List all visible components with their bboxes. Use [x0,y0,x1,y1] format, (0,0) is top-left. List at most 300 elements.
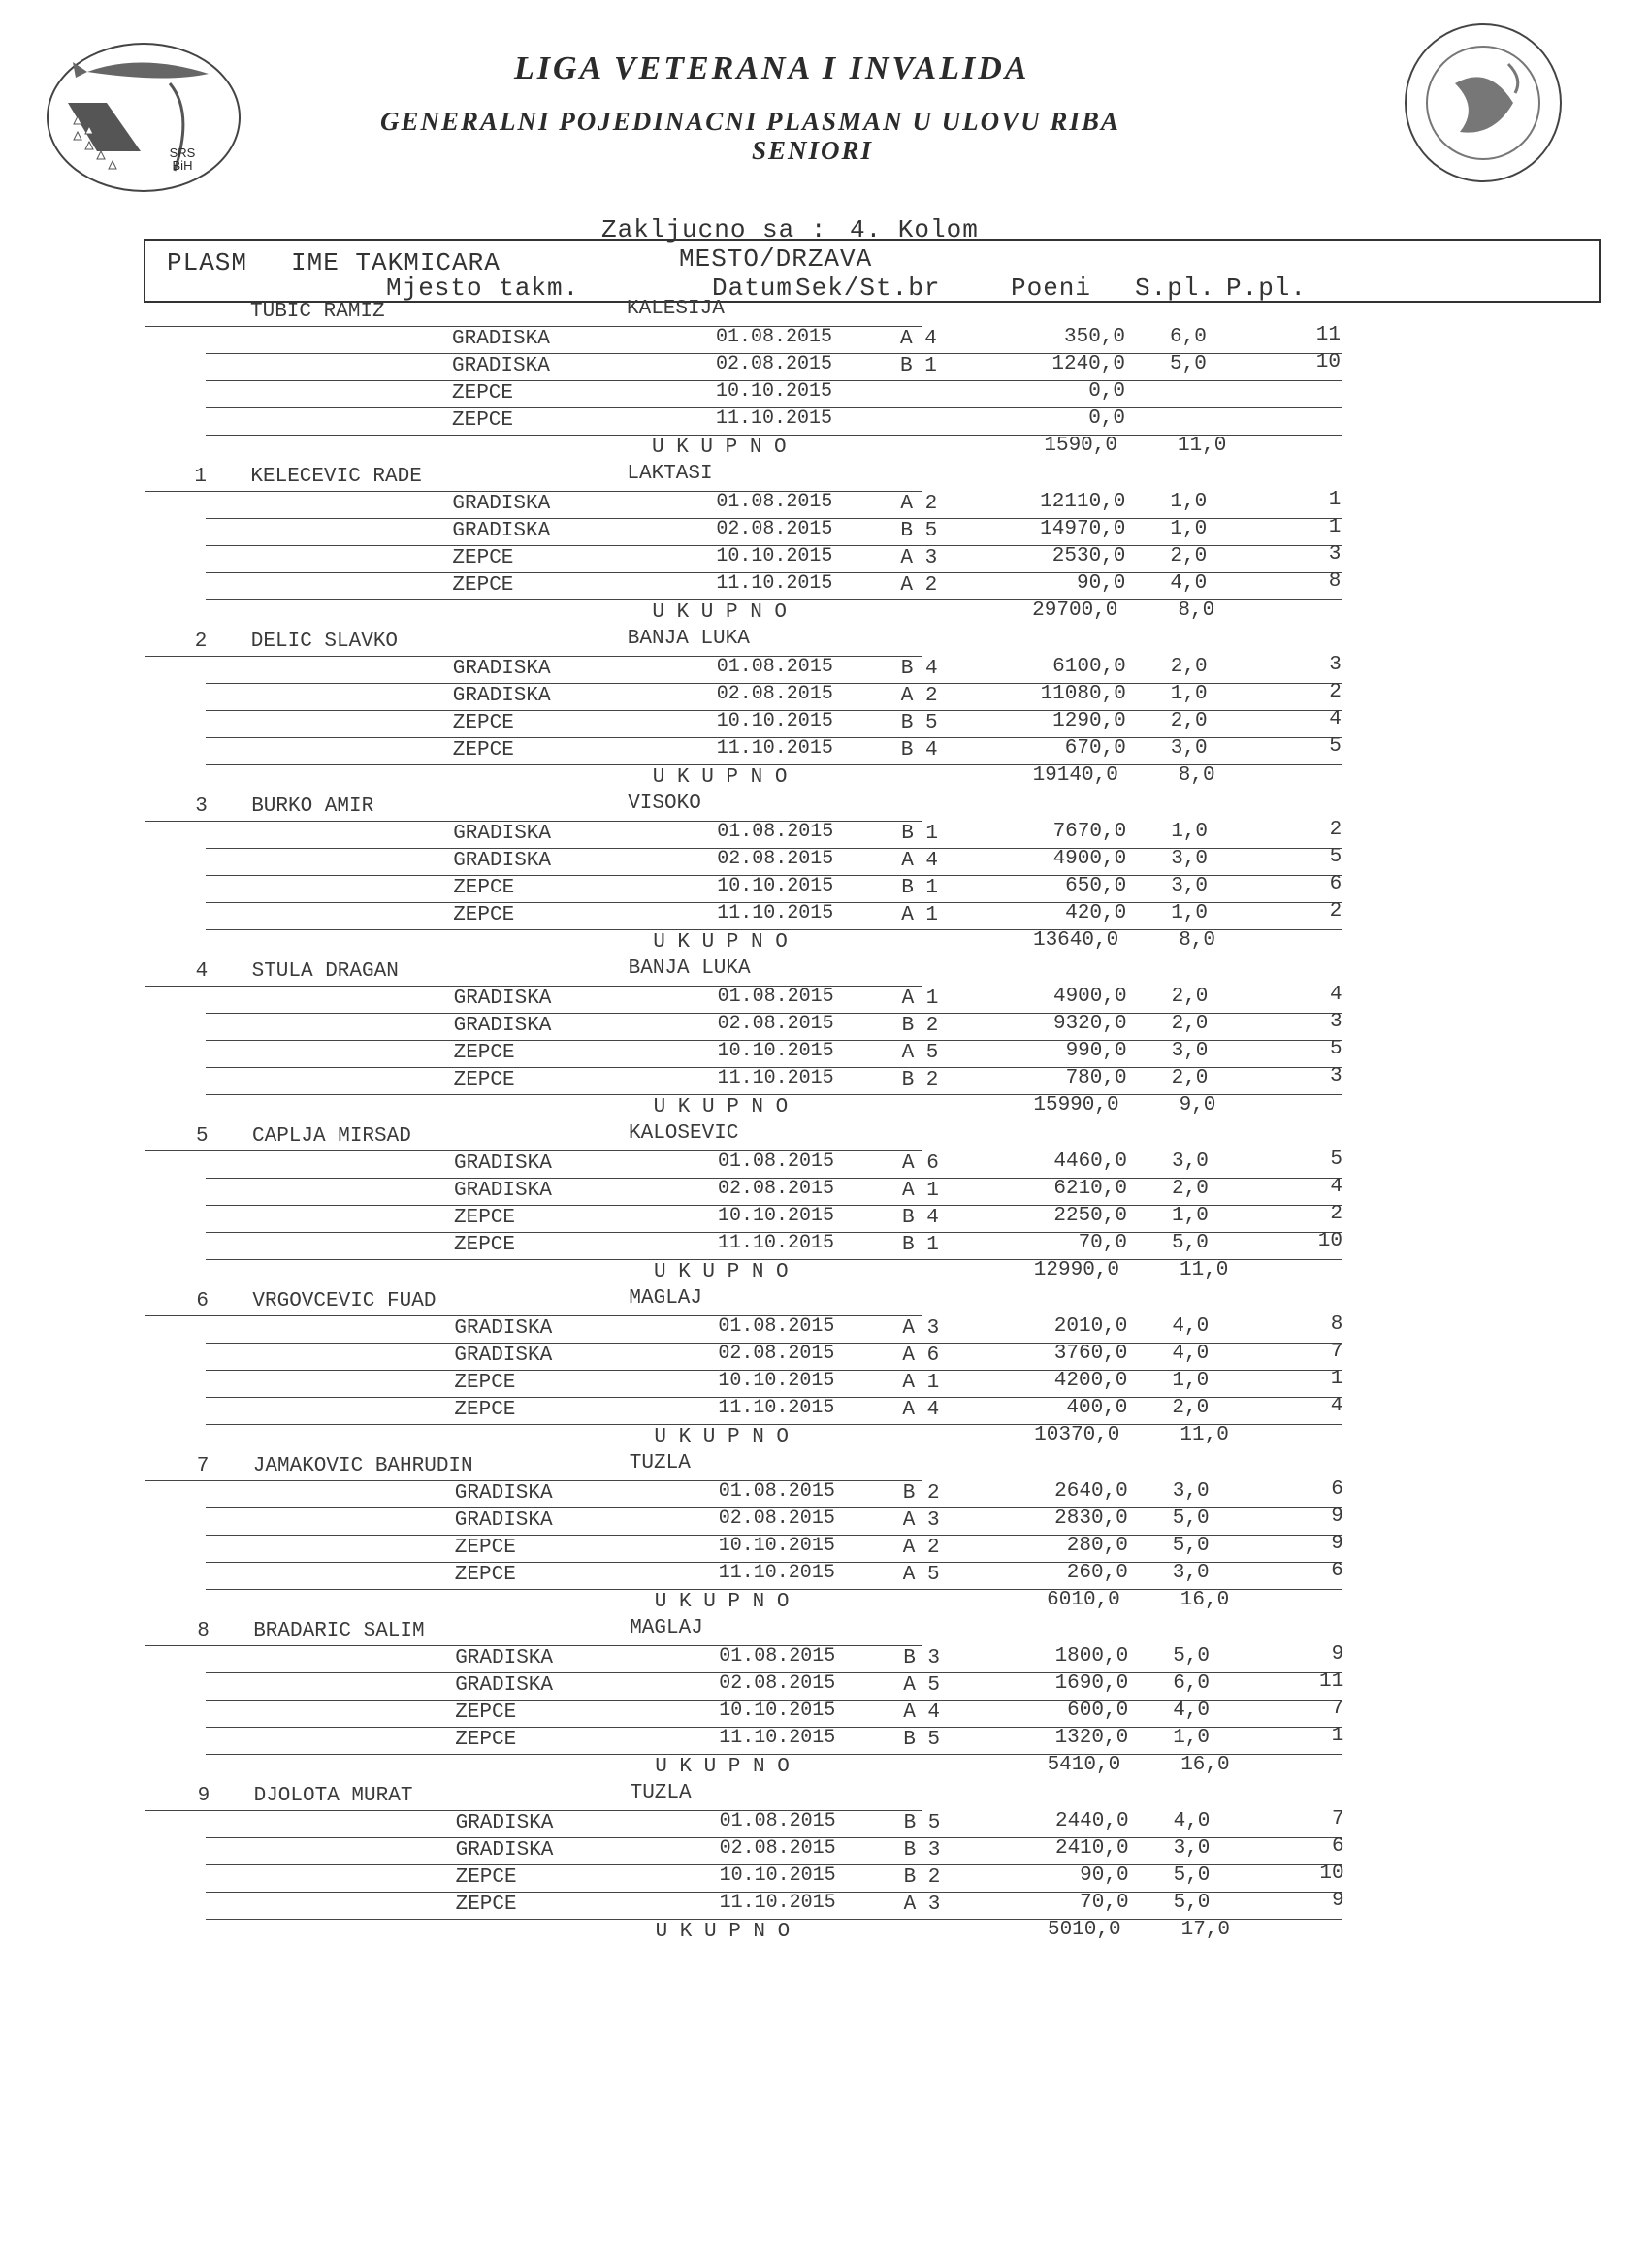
competitor-place: 9 [197,1785,210,1807]
result-sector: B 1 [900,355,937,377]
result-venue: GRADISKA [452,328,550,350]
result-spl: 1,0 [1172,1370,1210,1392]
result-date: 11.10.2015 [716,407,833,430]
result-venue: ZEPCE [454,1399,516,1421]
header-venue: Mjesto takm. [386,274,580,303]
result-sector: A 1 [901,904,938,926]
competitor-place: 2 [194,631,208,653]
result-venue: GRADISKA [452,520,551,542]
result-points: 4900,0 [1052,848,1127,870]
result-ppl: 4 [1329,984,1342,1006]
result-points: 2640,0 [1054,1480,1128,1503]
result-venue: GRADISKA [452,685,551,707]
result-spl: 4,0 [1173,1810,1211,1832]
result-points: 4900,0 [1052,986,1127,1008]
competitor-place: 7 [196,1455,210,1477]
total-spl: 8,0 [1179,929,1215,952]
total-label: U K U P N O [652,437,787,459]
result-venue: GRADISKA [452,355,550,377]
result-sector: B 1 [901,877,938,899]
result-spl: 3,0 [1171,848,1208,870]
result-spl: 5,0 [1173,1645,1210,1668]
result-ppl: 4 [1330,1176,1342,1198]
result-points: 400,0 [1066,1397,1128,1419]
result-date: 11.10.2015 [717,902,834,924]
result-ppl: 3 [1329,1011,1342,1033]
result-points: 1320,0 [1054,1727,1129,1749]
result-venue: ZEPCE [455,1866,517,1889]
total-label: U K U P N O [655,1921,791,1943]
result-ppl: 11 [1315,324,1341,346]
result-date: 02.08.2015 [717,848,834,870]
result-points: 90,0 [1080,1864,1129,1887]
result-spl: 3,0 [1172,1562,1210,1584]
result-date: 01.08.2015 [716,491,833,513]
result-sector: A 4 [901,850,938,872]
result-spl: 1,0 [1170,518,1208,540]
result-sector: A 1 [902,1372,940,1394]
result-ppl: 10 [1319,1863,1344,1885]
result-points: 2530,0 [1051,545,1126,567]
document-subtitle: GENERALNI POJEDINACNI PLASMAN U ULOVU RIBA [380,107,1120,136]
result-date: 10.10.2015 [717,875,834,897]
result-date: 01.08.2015 [717,986,834,1008]
result-ppl: 6 [1331,1560,1343,1582]
total-spl: 8,0 [1178,764,1215,787]
result-date: 01.08.2015 [718,1315,835,1338]
result-ppl: 7 [1331,1808,1344,1831]
result-venue: GRADISKA [452,493,551,515]
competitor-name: CAPLJA MIRSAD [252,1125,411,1148]
result-spl: 2,0 [1171,1013,1209,1035]
result-ppl: 9 [1331,1643,1344,1666]
result-spl: 3,0 [1172,1150,1209,1173]
result-date: 11.10.2015 [718,1232,835,1254]
result-ppl: 6 [1329,873,1342,895]
result-date: 10.10.2015 [719,1700,836,1722]
result-date: 11.10.2015 [719,1892,836,1914]
result-spl: 2,0 [1170,545,1208,567]
result-spl: 4,0 [1170,572,1208,595]
result-date: 10.10.2015 [716,545,833,567]
result-sector: B 5 [900,712,938,734]
result-venue: GRADISKA [453,988,552,1010]
result-spl: 5,0 [1172,1507,1210,1530]
result-date: 10.10.2015 [718,1205,835,1227]
header-name: IME TAKMICARA [291,248,501,277]
result-spl: 5,0 [1173,1864,1211,1887]
result-date: 02.08.2015 [716,683,833,705]
competitor-city: LAKTASI [627,463,713,485]
result-sector: A 1 [901,988,939,1010]
result-ppl: 2 [1329,900,1342,923]
result-spl: 1,0 [1170,491,1208,513]
result-date: 11.10.2015 [717,1067,834,1089]
result-ppl: 8 [1328,570,1342,593]
result-date: 02.08.2015 [718,1507,835,1530]
result-sector: A 4 [903,1701,940,1724]
result-ppl: 7 [1331,1698,1344,1720]
result-ppl: 8 [1330,1313,1343,1336]
result-date: 01.08.2015 [716,656,833,678]
result-date: 11.10.2015 [716,572,833,595]
result-points: 2440,0 [1054,1810,1129,1832]
result-spl: 4,0 [1172,1315,1210,1338]
header-sector: Sek/St.br [795,274,941,303]
total-points: 29700,0 [1032,599,1118,622]
result-date: 02.08.2015 [718,1178,835,1200]
result-ppl: 4 [1330,1395,1343,1417]
result-points: 6210,0 [1053,1178,1127,1200]
round-label: Zakljucno sa : [601,215,827,244]
result-spl: 3,0 [1171,1040,1209,1062]
result-venue: GRADISKA [454,1509,553,1532]
result-ppl: 11 [1318,1670,1344,1693]
result-sector: A 6 [902,1345,940,1367]
result-points: 1800,0 [1054,1645,1129,1668]
result-sector: A 3 [902,1509,940,1532]
result-ppl: 1 [1328,489,1342,511]
result-venue: ZEPCE [454,1234,516,1256]
result-sector: B 2 [902,1482,940,1505]
result-points: 1690,0 [1054,1672,1129,1695]
result-points: 420,0 [1065,902,1127,924]
result-points: 4200,0 [1053,1370,1128,1392]
result-date: 11.10.2015 [716,737,833,760]
result-venue: GRADISKA [455,1839,554,1862]
result-ppl: 10 [1315,351,1341,373]
competitor-city: BANJA LUKA [628,957,751,980]
result-sector: A 5 [901,1042,939,1064]
result-ppl: 2 [1329,819,1342,841]
result-ppl: 3 [1328,543,1342,566]
result-sector: A 3 [900,547,938,569]
result-ppl: 1 [1331,1725,1344,1747]
result-sector: B 2 [903,1866,941,1889]
total-label: U K U P N O [654,1591,790,1613]
document-title: LIGA VETERANA I INVALIDA [514,50,1030,86]
result-sector: B 3 [903,1839,941,1862]
header-plasm: PLASM [167,248,248,277]
result-venue: GRADISKA [455,1674,554,1697]
result-venue: GRADISKA [454,1152,552,1175]
result-points: 0,0 [1088,407,1125,430]
result-date: 02.08.2015 [719,1672,836,1695]
competitor-place: 5 [196,1125,209,1148]
header-points: Poeni [1011,274,1092,303]
result-date: 02.08.2015 [717,1013,834,1035]
result-points: 2410,0 [1054,1837,1129,1860]
total-spl: 16,0 [1180,1754,1230,1776]
result-underline [206,1919,1342,1920]
result-sector: A 4 [902,1399,940,1421]
result-sector: A 2 [900,574,938,597]
result-underline [206,1259,1342,1260]
result-spl: 1,0 [1171,821,1208,843]
competitor-name: DELIC SLAVKO [250,631,399,653]
result-ppl: 3 [1329,654,1342,676]
result-venue: ZEPCE [455,1894,517,1916]
competitor-name: VRGOVCEVIC FUAD [252,1290,436,1312]
result-spl: 2,0 [1170,656,1208,678]
result-ppl: 6 [1331,1835,1344,1858]
competitor-place: 1 [194,466,207,488]
total-label: U K U P N O [654,1426,790,1448]
result-date: 02.08.2015 [716,518,833,540]
competitor-place: 6 [196,1290,209,1312]
header-ppl: P.pl. [1226,274,1308,303]
result-underline [206,1094,1342,1095]
result-date: 11.10.2015 [718,1562,835,1584]
result-points: 260,0 [1066,1562,1128,1584]
result-ppl: 2 [1330,1203,1342,1225]
result-sector: A 5 [902,1564,940,1586]
result-date: 10.10.2015 [716,710,833,732]
result-ppl: 4 [1329,708,1342,730]
total-points: 15990,0 [1033,1094,1119,1117]
result-date: 10.10.2015 [719,1864,836,1887]
result-sector: B 1 [902,1234,939,1256]
result-points: 780,0 [1065,1067,1127,1089]
result-spl: 2,0 [1171,1067,1209,1089]
competitor-place: 8 [197,1620,210,1642]
result-sector: B 5 [900,520,938,542]
round-value: 4. Kolom [850,215,979,244]
result-sector: B 2 [901,1069,939,1091]
result-ppl: 5 [1330,1149,1342,1171]
result-spl: 2,0 [1170,710,1208,732]
result-points: 4460,0 [1053,1150,1127,1173]
result-sector: B 3 [903,1647,940,1669]
result-points: 2830,0 [1054,1507,1128,1530]
result-underline [206,1589,1342,1590]
result-venue: ZEPCE [452,574,514,597]
competitor-name: TUBIC RAMIZ [250,301,385,323]
result-venue: ZEPCE [453,904,515,926]
result-points: 70,0 [1078,1232,1127,1254]
result-venue: ZEPCE [452,739,514,761]
result-points: 350,0 [1063,326,1125,348]
result-date: 01.08.2015 [717,821,834,843]
result-points: 3760,0 [1053,1343,1128,1365]
result-spl: 2,0 [1172,1178,1209,1200]
result-spl: 6,0 [1173,1672,1210,1695]
result-date: 11.10.2015 [719,1727,836,1749]
result-spl: 3,0 [1173,1837,1211,1860]
result-date: 02.08.2015 [716,353,833,375]
competitor-city: TUZLA [629,1452,691,1474]
result-ppl: 3 [1329,1065,1342,1087]
result-spl: 5,0 [1170,353,1207,375]
total-spl: 11,0 [1180,1259,1229,1281]
competitor-city: MAGLAJ [630,1617,703,1639]
result-ppl: 9 [1331,1533,1343,1555]
result-sector: A 2 [900,685,938,707]
result-date: 10.10.2015 [716,380,833,403]
result-venue: ZEPCE [453,1069,515,1091]
result-venue: ZEPCE [454,1207,516,1229]
total-label: U K U P N O [654,1261,789,1283]
result-venue: ZEPCE [454,1537,516,1559]
result-venue: ZEPCE [452,409,514,432]
result-spl: 1,0 [1170,683,1208,705]
competitor-city: TUZLA [630,1782,692,1804]
result-ppl: 9 [1331,1890,1344,1912]
result-venue: GRADISKA [455,1812,554,1834]
total-spl: 11,0 [1178,435,1227,457]
result-points: 1290,0 [1052,710,1126,732]
total-points: 5410,0 [1047,1754,1121,1776]
competitor-name: BRADARIC SALIM [253,1620,425,1642]
result-points: 9320,0 [1052,1013,1127,1035]
result-spl: 1,0 [1173,1727,1210,1749]
result-venue: GRADISKA [453,823,552,845]
competitor-name: STULA DRAGAN [251,960,399,983]
competitor-name: JAMAKOVIC BAHRUDIN [252,1455,473,1477]
total-spl: 17,0 [1180,1919,1231,1941]
result-date: 01.08.2015 [716,326,833,348]
result-ppl: 5 [1329,1038,1342,1060]
result-venue: GRADISKA [452,658,551,680]
result-venue: ZEPCE [454,1372,516,1394]
result-spl: 3,0 [1171,875,1208,897]
result-date: 01.08.2015 [719,1645,836,1668]
result-sector: A 2 [900,493,938,515]
result-spl: 1,0 [1172,1205,1209,1227]
result-spl: 5,0 [1173,1892,1211,1914]
competitor-place: 3 [195,795,208,818]
result-venue: ZEPCE [452,382,514,405]
result-points: 650,0 [1065,875,1127,897]
result-points: 280,0 [1066,1535,1128,1557]
result-points: 0,0 [1088,380,1125,403]
total-spl: 11,0 [1180,1424,1229,1446]
result-spl: 4,0 [1173,1700,1210,1722]
result-ppl: 6 [1331,1478,1343,1501]
result-ppl: 9 [1331,1506,1343,1528]
result-sector: A 3 [903,1894,941,1916]
result-points: 2010,0 [1053,1315,1128,1338]
result-sector: A 4 [900,328,937,350]
result-date: 10.10.2015 [718,1370,835,1392]
result-venue: GRADISKA [455,1647,554,1669]
result-date: 11.10.2015 [718,1397,835,1419]
result-venue: GRADISKA [453,1015,552,1037]
result-date: 02.08.2015 [718,1343,835,1365]
result-sector: A 3 [902,1317,940,1340]
result-spl: 1,0 [1171,902,1208,924]
result-venue: GRADISKA [454,1317,553,1340]
total-points: 6010,0 [1047,1589,1120,1611]
result-points: 600,0 [1067,1700,1129,1722]
result-sector: A 1 [902,1180,939,1202]
result-underline [206,599,1342,600]
result-sector: B 4 [902,1207,939,1229]
result-ppl: 10 [1317,1230,1342,1252]
result-sector: B 5 [903,1812,941,1834]
result-venue: ZEPCE [452,547,514,569]
result-venue: GRADISKA [454,1180,552,1202]
total-spl: 8,0 [1178,599,1215,622]
result-ppl: 1 [1328,516,1342,538]
result-points: 12110,0 [1040,491,1126,513]
result-points: 11080,0 [1040,683,1126,705]
result-sector: B 4 [900,739,938,761]
result-spl: 5,0 [1172,1535,1210,1557]
result-sector: B 4 [900,658,938,680]
competitor-city: MAGLAJ [629,1287,703,1310]
category-title: SENIORI [752,136,874,165]
result-date: 10.10.2015 [718,1535,835,1557]
total-label: U K U P N O [655,1756,790,1778]
result-underline [206,1424,1342,1425]
competitor-name: DJOLOTA MURAT [253,1785,413,1807]
result-points: 7670,0 [1052,821,1127,843]
total-label: U K U P N O [652,601,788,624]
total-label: U K U P N O [653,931,788,954]
result-sector: B 1 [901,823,938,845]
competitor-place: 4 [195,960,209,983]
result-sector: B 2 [901,1015,939,1037]
result-spl: 3,0 [1170,737,1208,760]
result-points: 2250,0 [1053,1205,1127,1227]
total-points: 19140,0 [1032,764,1118,787]
result-ppl: 5 [1329,846,1342,868]
competitor-city: VISOKO [628,793,701,815]
result-ppl: 1 [1330,1368,1343,1390]
result-points: 6100,0 [1052,656,1126,678]
result-sector: A 5 [903,1674,940,1697]
result-venue: ZEPCE [453,1042,515,1064]
result-venue: ZEPCE [454,1564,516,1586]
result-points: 14970,0 [1040,518,1126,540]
result-spl: 2,0 [1172,1397,1210,1419]
header-location: MESTO/DRZAVA [679,244,873,274]
result-spl: 6,0 [1170,326,1207,348]
result-ppl: 5 [1329,735,1342,758]
result-points: 90,0 [1076,572,1126,595]
result-spl: 3,0 [1172,1480,1210,1503]
result-date: 02.08.2015 [719,1837,836,1860]
total-label: U K U P N O [653,1096,789,1118]
header-date: Datum [712,274,793,303]
result-venue: ZEPCE [452,712,514,734]
left-logo-text: SRS BiH [169,146,196,173]
result-date: 01.08.2015 [718,1480,835,1503]
result-sector: A 6 [902,1152,939,1175]
result-spl: 4,0 [1172,1343,1210,1365]
result-date: 01.08.2015 [719,1810,836,1832]
total-spl: 9,0 [1179,1094,1216,1117]
result-date: 01.08.2015 [718,1150,835,1173]
header-spl: S.pl. [1135,274,1216,303]
result-underline [206,764,1342,765]
result-sector: A 2 [902,1537,940,1559]
result-venue: GRADISKA [454,1345,553,1367]
result-underline [206,1754,1342,1755]
result-venue: GRADISKA [454,1482,553,1505]
result-venue: ZEPCE [453,877,515,899]
total-label: U K U P N O [652,766,788,789]
total-points: 1590,0 [1044,435,1117,457]
result-spl: 2,0 [1171,986,1209,1008]
result-underline [206,435,1342,436]
result-ppl: 7 [1330,1341,1343,1363]
competitor-city: BANJA LUKA [627,628,750,650]
total-points: 13640,0 [1032,929,1119,952]
result-underline [206,929,1342,930]
total-points: 12990,0 [1033,1259,1119,1281]
